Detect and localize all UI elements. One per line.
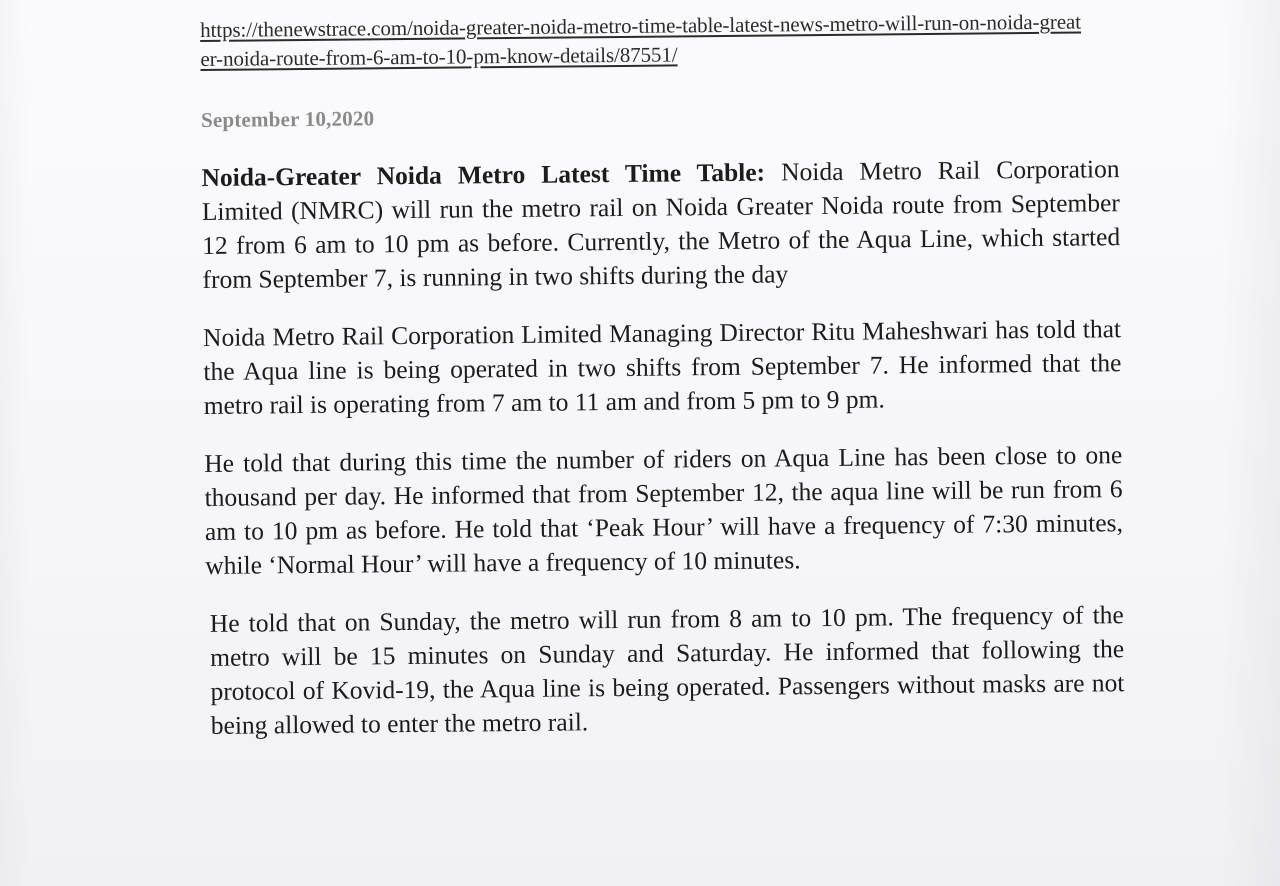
source-url: https://thenewstrace.com/noida-greater-noida-metro-time-table-latest-news-metro-will-run-on-noida-greater-noida-route-from-6-am-to-10-pm-know-details/87551/	[200, 9, 1082, 71]
paragraph-4: He told that on Sunday, the metro will run from 8 am to 10 pm. The frequency of the metro will be 15 minutes on Sunday and Saturday. He informed that following the protocol of Kovid-19, the Aqua line is being operated. Passengers without masks are not being allowed to enter the metro rail.	[209, 600, 1125, 740]
article-date: September 10,2020	[200, 106, 375, 132]
paragraph-1	[201, 152, 1120, 297]
document-body	[200, 7, 1125, 743]
scan-shadow-right	[1220, 0, 1280, 886]
paragraph-1-lead: Noida-Greater Noida Metro Latest Time Table:	[201, 157, 766, 192]
paragraph-3: He told that during this time the number of riders on Aqua Line has been close to one thousand per day. He informed that from September 12, the aqua line will be run from 6 am to 10 pm as before. He told that ‘Peak Hour’ will have a frequency of 7:30 minutes, while ‘Normal Hour’ will have a frequency of 10 minutes.	[204, 440, 1124, 580]
paragraph-1-text: Noida Metro Rail Corporation Limited (NMRC) will run the metro rail on Noida Greater Noida route from September 12 from 6 am to 10 pm as before. Currently, the Metro of the Aqua Line, which started from September 7, is running in two shifts during the day	[201, 154, 1121, 294]
paragraph-2: Noida Metro Rail Corporation Limited Managing Director Ritu Maheshwari has told that the Aqua line is being operated in two shifts from September 7. He informed that the metro rail is operating from 7 am to 11 am and from 5 pm to 9 pm.	[202, 314, 1122, 420]
scan-shadow-left	[0, 0, 30, 886]
